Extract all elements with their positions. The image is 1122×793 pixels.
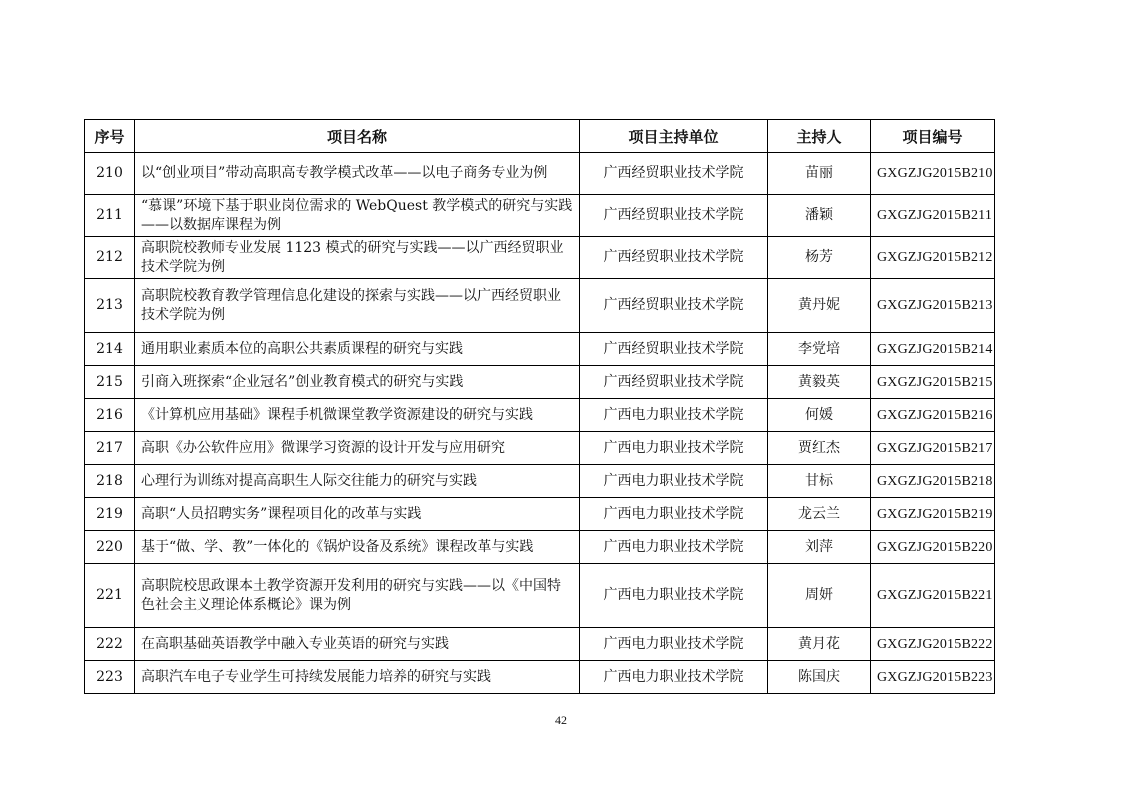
project-code: GXGZJG2015B223 (871, 661, 995, 694)
row-number: 214 (85, 333, 135, 366)
project-code: GXGZJG2015B218 (871, 465, 995, 498)
row-number: 221 (85, 564, 135, 628)
host-unit: 广西经贸职业技术学院 (580, 366, 768, 399)
host-unit: 广西经贸职业技术学院 (580, 237, 768, 279)
project-name: 高职院校思政课本土教学资源开发利用的研究与实践——以《中国特色社会主义理论体系概论》课为例 (135, 564, 580, 628)
host-person: 周妍 (768, 564, 871, 628)
table-row (85, 531, 995, 564)
row-number: 213 (85, 279, 135, 333)
row-number: 215 (85, 366, 135, 399)
project-name: 以“创业项目”带动高职高专教学模式改革——以电子商务专业为例 (135, 153, 580, 195)
host-person: 杨芳 (768, 237, 871, 279)
host-unit: 广西电力职业技术学院 (580, 661, 768, 694)
host-person: 何媛 (768, 399, 871, 432)
host-unit: 广西经贸职业技术学院 (580, 153, 768, 195)
project-code: GXGZJG2015B214 (871, 333, 995, 366)
host-unit: 广西经贸职业技术学院 (580, 333, 768, 366)
table-header-row (85, 120, 995, 153)
table-row (85, 237, 995, 279)
host-unit: 广西电力职业技术学院 (580, 399, 768, 432)
table-row (85, 465, 995, 498)
project-code: GXGZJG2015B213 (871, 279, 995, 333)
project-name: 高职院校教育教学管理信息化建设的探索与实践——以广西经贸职业技术学院为例 (135, 279, 580, 333)
table-row (85, 195, 995, 237)
host-person: 李党培 (768, 333, 871, 366)
host-person: 黄毅英 (768, 366, 871, 399)
row-number: 222 (85, 628, 135, 661)
table-row (85, 432, 995, 465)
project-name: 心理行为训练对提高高职生人际交往能力的研究与实践 (135, 465, 580, 498)
host-unit: 广西电力职业技术学院 (580, 564, 768, 628)
project-code: GXGZJG2015B217 (871, 432, 995, 465)
header-num: 序号 (85, 120, 135, 153)
row-number: 223 (85, 661, 135, 694)
project-code: GXGZJG2015B219 (871, 498, 995, 531)
page-number: 42 (555, 713, 567, 727)
host-person: 黄月花 (768, 628, 871, 661)
host-unit: 广西电力职业技术学院 (580, 465, 768, 498)
host-person: 刘萍 (768, 531, 871, 564)
project-table (84, 119, 995, 694)
row-number: 220 (85, 531, 135, 564)
project-code: GXGZJG2015B216 (871, 399, 995, 432)
project-name: 《计算机应用基础》课程手机微课堂教学资源建设的研究与实践 (135, 399, 580, 432)
table-row (85, 153, 995, 195)
table-row (85, 333, 995, 366)
project-code: GXGZJG2015B221 (871, 564, 995, 628)
header-code: 项目编号 (871, 120, 995, 153)
table-row (85, 661, 995, 694)
project-code: GXGZJG2015B210 (871, 153, 995, 195)
project-name: 基于“做、学、教”一体化的《锅炉设备及系统》课程改革与实践 (135, 531, 580, 564)
table-row (85, 279, 995, 333)
host-unit: 广西电力职业技术学院 (580, 531, 768, 564)
project-name: 通用职业素质本位的高职公共素质课程的研究与实践 (135, 333, 580, 366)
host-unit: 广西电力职业技术学院 (580, 628, 768, 661)
project-code: GXGZJG2015B212 (871, 237, 995, 279)
table-row (85, 628, 995, 661)
host-unit: 广西电力职业技术学院 (580, 498, 768, 531)
header-unit: 项目主持单位 (580, 120, 768, 153)
row-number: 211 (85, 195, 135, 237)
project-code: GXGZJG2015B222 (871, 628, 995, 661)
row-number: 219 (85, 498, 135, 531)
table-row (85, 366, 995, 399)
host-person: 龙云兰 (768, 498, 871, 531)
row-number: 218 (85, 465, 135, 498)
host-unit: 广西经贸职业技术学院 (580, 195, 768, 237)
host-person: 黄丹妮 (768, 279, 871, 333)
project-name: 高职院校教师专业发展 1123 模式的研究与实践——以广西经贸职业技术学院为例 (135, 237, 580, 279)
host-person: 潘颖 (768, 195, 871, 237)
host-person: 贾红杰 (768, 432, 871, 465)
project-name: 引商入班探索“企业冠名”创业教育模式的研究与实践 (135, 366, 580, 399)
row-number: 217 (85, 432, 135, 465)
project-name: 高职“人员招聘实务”课程项目化的改革与实践 (135, 498, 580, 531)
header-host: 主持人 (768, 120, 871, 153)
project-code: GXGZJG2015B211 (871, 195, 995, 237)
project-name: 高职汽车电子专业学生可持续发展能力培养的研究与实践 (135, 661, 580, 694)
row-number: 210 (85, 153, 135, 195)
project-code: GXGZJG2015B220 (871, 531, 995, 564)
host-person: 陈国庆 (768, 661, 871, 694)
host-unit: 广西电力职业技术学院 (580, 432, 768, 465)
project-name: 在高职基础英语教学中融入专业英语的研究与实践 (135, 628, 580, 661)
header-name: 项目名称 (135, 120, 580, 153)
table-row (85, 399, 995, 432)
project-name: 高职《办公软件应用》微课学习资源的设计开发与应用研究 (135, 432, 580, 465)
project-code: GXGZJG2015B215 (871, 366, 995, 399)
table-row (85, 498, 995, 531)
host-person: 苗丽 (768, 153, 871, 195)
host-person: 甘标 (768, 465, 871, 498)
row-number: 216 (85, 399, 135, 432)
project-name: “慕课”环境下基于职业岗位需求的 WebQuest 教学模式的研究与实践——以数据库课程为例 (135, 195, 580, 237)
host-unit: 广西经贸职业技术学院 (580, 279, 768, 333)
row-number: 212 (85, 237, 135, 279)
table-row (85, 564, 995, 628)
